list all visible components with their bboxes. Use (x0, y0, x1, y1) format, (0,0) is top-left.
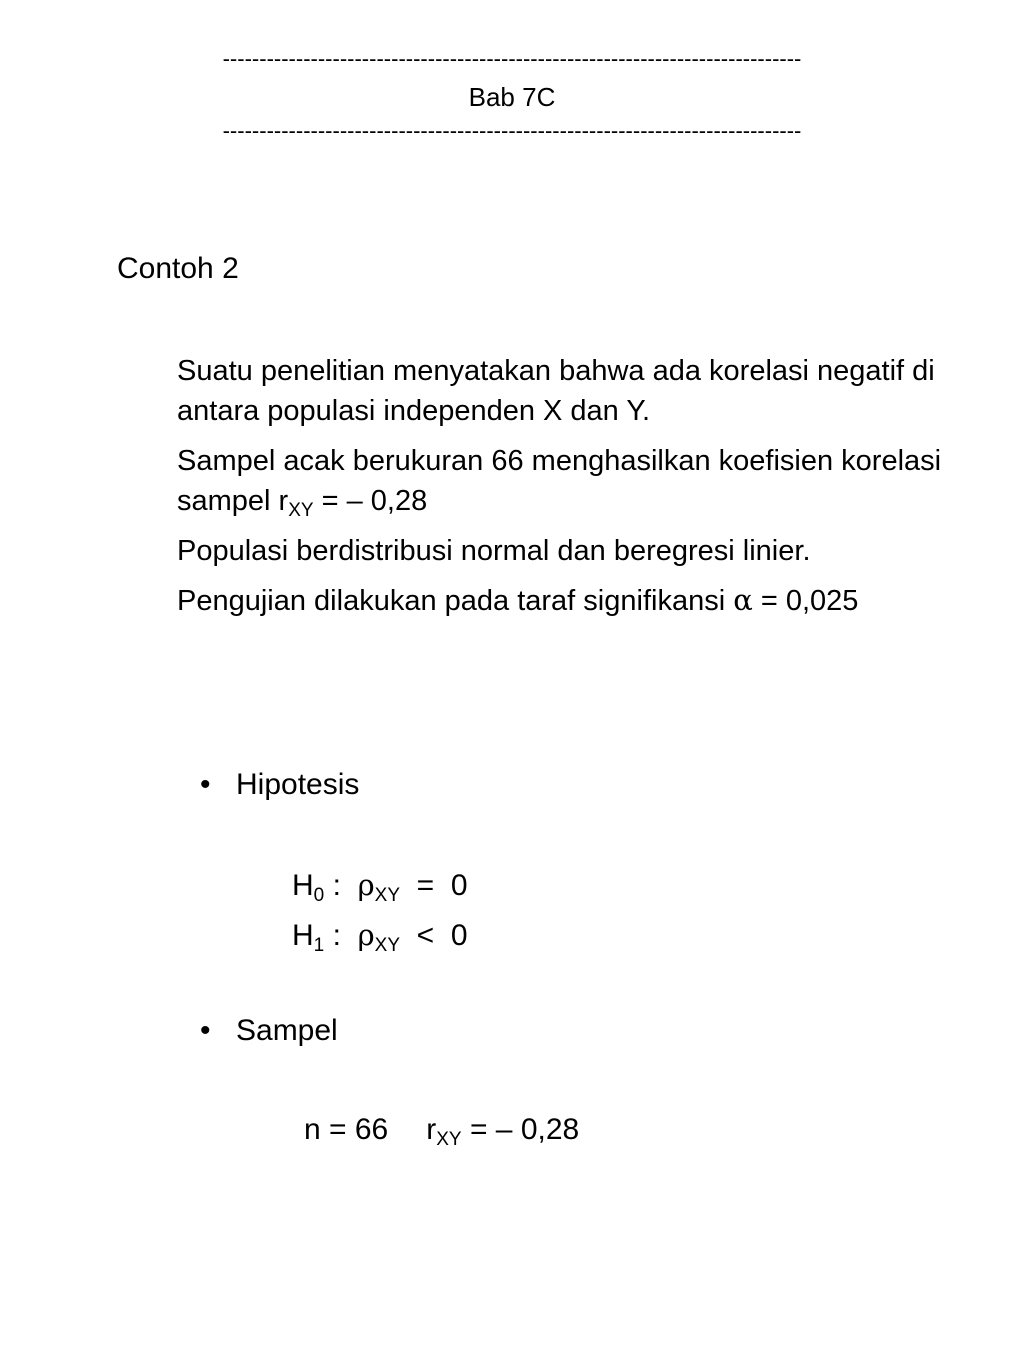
paragraph-4-text: Pengujian dilakukan pada taraf signifikansi (177, 585, 734, 617)
h1-subscript: 1 (313, 935, 325, 956)
paragraph-2-text: Sampel acak berukuran 66 menghasilkan koefisien korelasi sampel r (177, 445, 942, 517)
h0-relation: = 0 (400, 869, 468, 902)
paragraph-4 (177, 580, 977, 621)
alpha-symbol: α (733, 583, 753, 617)
paragraph-2 (177, 441, 977, 521)
h1-letter: H (292, 919, 314, 952)
h0-rho-subscript: XY (374, 885, 401, 906)
h0-rho-symbol: ρ (357, 868, 375, 902)
chapter-title: Bab 7C (468, 82, 556, 112)
bullet-sample (200, 1014, 338, 1048)
h1-relation: < 0 (400, 919, 468, 952)
h0-subscript: 0 (313, 885, 325, 906)
paragraph-2-subscript: XY (288, 500, 314, 521)
hypothesis-h0 (292, 868, 468, 906)
example-title: Contoh 2 (117, 252, 239, 285)
h1-rho-subscript: XY (374, 935, 401, 956)
h0-letter: H (292, 869, 314, 902)
bullet-dot: • (200, 1014, 211, 1047)
sample-values (304, 1113, 580, 1150)
sample-label: Sampel (236, 1014, 338, 1047)
h1-colon: : (324, 919, 358, 952)
paragraph-1: Suatu penelitian menyatakan bahwa ada korelasi negatif di antara populasi independen X dan Y. (177, 355, 935, 427)
header-rule-bottom: ------------------------------------------------------------------------------- (222, 118, 802, 143)
paragraph-2-value: = – 0,28 (313, 485, 428, 517)
sample-r-value: = – 0,28 (461, 1113, 580, 1146)
bullet-dot: • (200, 768, 211, 801)
sample-r: r (426, 1113, 437, 1146)
paragraph-3: Populasi berdistribusi normal dan beregresi linier. (177, 535, 811, 567)
h0-colon: : (324, 869, 358, 902)
sample-n: n = 66 (304, 1113, 389, 1146)
bullet-hypothesis (200, 768, 359, 802)
h1-rho-symbol: ρ (357, 918, 375, 952)
hypothesis-label: Hipotesis (236, 768, 360, 801)
hypothesis-h1 (292, 918, 468, 956)
sample-r-subscript: XY (436, 1129, 462, 1150)
paragraph-4-value: = 0,025 (752, 585, 859, 617)
header-rule-top: ------------------------------------------------------------------------------- (222, 46, 802, 71)
